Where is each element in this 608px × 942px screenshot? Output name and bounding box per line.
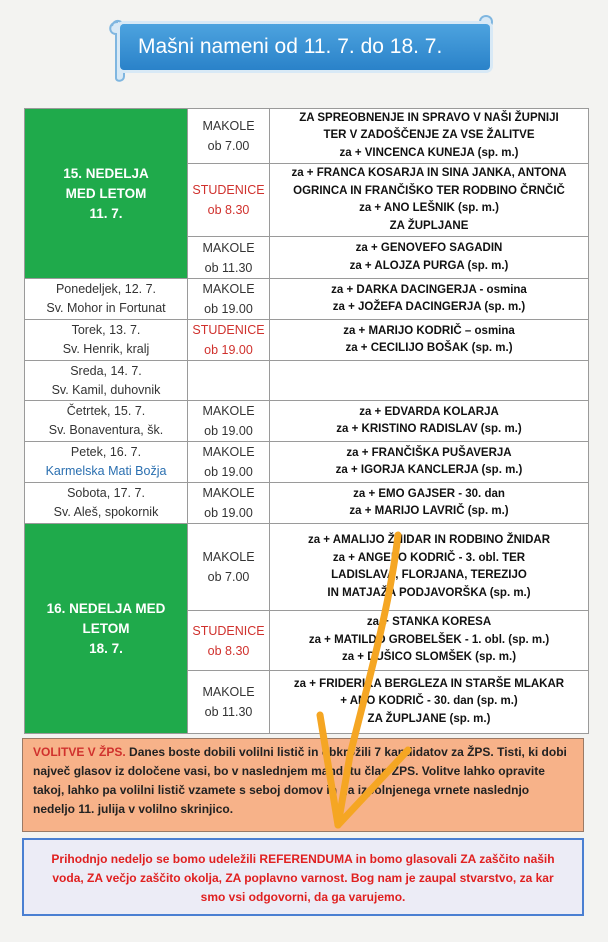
place-label: MAKOLE [202,404,255,418]
elections-notice-text: Danes boste dobili volilni listič in obkrožili 7 kandidatov za ŽPS. Tisti, ki dobi največ glasov iz določene vasi, bo v naslednjem mandatu član ŽPS. Volitve lahko opravite takoj, lahko pa volilni listič vzamete s seboj domov in ga izpolnjenega vrnete naslednjo nedeljo 11. julija v volilno skrinjico. [33,745,567,816]
intentions-cell [270,361,589,401]
intention-line: za + VINCENCA KUNEJA (sp. m.) [339,146,519,159]
day-cell [25,361,188,401]
intention-line: za + MARIJO LAVRIČ (sp. m.) [349,505,509,517]
place-label: STUDENICE [192,623,265,638]
intention-line: za + FRANCA KOSARJA IN SINA JANKA, ANTONA [291,167,567,179]
intention-line: LADISLAVA, FLORJANA, TEREZIJO [331,569,527,581]
time-label: ob 7.00 [207,570,250,584]
intention-line: za + CECILIJO BOŠAK (sp. m.) [345,342,513,354]
time-label: ob 7.00 [207,139,250,153]
intention-line: za + ANO LEŠNIK (sp. m.) [359,202,499,214]
intentions-cell [270,524,589,611]
place-time-cell [188,524,270,611]
place-time-cell [188,671,270,734]
intentions-cell [270,671,589,734]
intention-line: IN MATJAŽA PODJAVORŠKA (sp. m.) [327,586,531,599]
intention-line: za + DARKA DACINGERJA - osmina [331,283,527,296]
intention-line: za + EDVARDA KOLARJA [359,405,499,418]
intention-line: za + ALOJZA PURGA (sp. m.) [349,259,509,272]
intention-line: za + STANKA KORESA [366,616,492,629]
intentions-cell [270,401,589,442]
day-label: Četrtek, 15. 7. [66,404,146,418]
table-row [25,320,589,361]
table-row [25,361,589,401]
place-time-cell [188,401,270,442]
table-row [25,442,589,483]
intention-line: za + EMO GAJSER - 30. dan [353,487,505,500]
time-label: ob 19.00 [204,465,253,479]
intention-line: za + GENOVEFO SAGADIN [355,242,503,254]
day-label: Torek, 13. 7. [71,323,141,337]
day-cell [25,483,188,524]
table-row [25,483,589,524]
table-row [25,279,589,320]
intention-line: ZA ŽUPLJANE [389,219,469,232]
intention-line: OGRINCA IN FRANČIŠKO TER RODBINO ČRNČIČ [293,184,565,197]
place-label: MAKOLE [202,445,255,459]
day-label: 18. 7. [89,640,123,656]
place-time-cell [188,164,270,237]
day-cell [25,109,188,279]
place-label: MAKOLE [202,685,255,699]
day-label: Sv. Aleš, spokornik [53,505,159,519]
place-label: MAKOLE [202,282,255,296]
intentions-cell [270,611,589,671]
intention-line: za + FRIDERIKA BERGLEZA IN STARŠE MLAKAR [293,677,565,690]
place-label: MAKOLE [202,550,255,564]
elections-notice [22,738,584,832]
intention-line: ZA SPREOBNENJE IN SPRAVO V NAŠI ŽUPNIJI [299,111,559,124]
day-cell [25,320,188,361]
day-label: Sobota, 17. 7. [67,486,145,500]
place-label: STUDENICE [192,183,265,197]
place-label: MAKOLE [202,119,255,133]
table-row [25,401,589,442]
time-label: ob 19.00 [204,343,253,357]
day-label: Sreda, 14. 7. [70,363,142,378]
table-row [25,109,589,164]
intention-line: TER V ZADOŠČENJE ZA VSE ŽALITVE [323,129,535,142]
intention-line: za + ANGELO KODRIČ - 3. obl. TER [332,551,526,564]
day-cell [25,401,188,442]
intentions-cell [270,279,589,320]
mass-schedule-table [24,108,589,734]
intention-line: za + JOŽEFA DACINGERJA (sp. m.) [332,301,526,313]
referendum-notice [22,838,584,916]
day-label: 15. NEDELJA [63,165,149,181]
place-time-cell [188,442,270,483]
page-title: Mašni nameni od 11. 7. do 18. 7. [120,24,490,70]
time-label: ob 19.00 [204,506,253,520]
intention-line: za + FRANČIŠKA PUŠAVERJA [346,446,512,459]
intentions-cell [270,442,589,483]
intentions-cell [270,483,589,524]
intentions-cell [270,237,589,279]
day-cell [25,442,188,483]
day-cell [25,524,188,734]
day-label: Ponedeljek, 12. 7. [55,282,157,296]
place-time-cell [188,611,270,671]
intentions-cell [270,164,589,237]
header-banner [100,10,500,78]
day-label: Petek, 16. 7. [70,445,142,459]
place-time-cell [188,320,270,361]
day-label: 11. 7. [89,205,123,221]
time-label: ob 8.30 [207,643,250,658]
place-time-cell [188,279,270,320]
elections-notice-title: VOLITVE V ŽPS. [33,745,126,759]
intention-line: za + MARIJO KODRIČ – osmina [343,324,515,337]
time-label: ob 11.30 [204,260,253,275]
place-time-cell [188,361,270,401]
intentions-cell [270,109,589,164]
day-label: Karmelska Mati Božja [45,464,167,478]
intention-line: ZA ŽUPLJANE (sp. m.) [367,712,491,725]
place-label: MAKOLE [202,240,255,255]
time-label: ob 19.00 [204,424,253,438]
place-time-cell [188,109,270,164]
intention-line: + ANO KODRIČ - 30. dan (sp. m.) [340,695,518,708]
intention-line: za + DUŠICO SLOMŠEK (sp. m.) [341,651,517,664]
day-label: Sv. Bonaventura, šk. [48,423,164,437]
day-label: MED LETOM [65,185,147,201]
intention-line: za + MATILDO GROBELŠEK - 1. obl. (sp. m.) [308,633,550,646]
place-time-cell [188,237,270,279]
time-label: ob 19.00 [204,302,253,316]
place-label: MAKOLE [202,486,255,500]
day-label: Sv. Henrik, kralj [62,342,150,356]
time-label: ob 11.30 [204,705,253,719]
intention-line: za + KRISTINO RADISLAV (sp. m.) [336,423,522,435]
referendum-notice-text: Prihodnjo nedeljo se bomo udeležili REFERENDUMA in bomo glasovali ZA zaščito naših voda, ZA večjo zaščito okolja, ZA poplavno varnost. Bog nam je zaupal stvarstvo, za kar smo vsi odgovorni, da ga varujemo. [51,852,555,904]
day-label: Sv. Kamil, duhovnik [51,382,161,397]
day-cell [25,279,188,320]
time-label: ob 8.30 [207,203,250,217]
intention-line: za + IGORJA KANCLERJA (sp. m.) [335,464,523,476]
table-row [25,524,589,611]
day-label: LETOM [82,620,130,636]
intentions-cell [270,320,589,361]
day-label: Sv. Mohor in Fortunat [46,301,166,315]
place-time-cell [188,483,270,524]
place-label: STUDENICE [192,323,265,337]
intention-line: za + AMALIJO ŽNIDAR IN RODBINO ŽNIDAR [307,534,551,546]
day-label: 16. NEDELJA MED [46,600,166,616]
